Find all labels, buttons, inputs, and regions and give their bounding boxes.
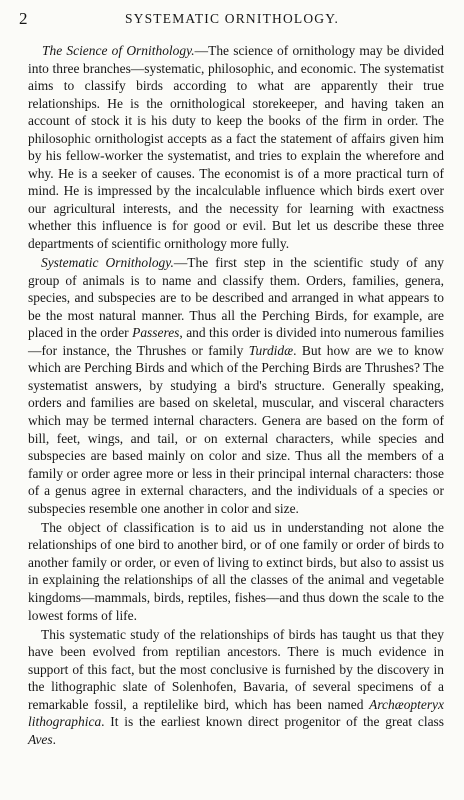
section-heading: Systematic Ornithology.	[41, 255, 174, 271]
page-number: 2	[19, 9, 28, 28]
text-run: . But how are we to know which are Perching Birds and which of the Perching Birds are Thrushes? The systematist answers, by studying a bird's structure. Generally speaking, orders and families are based on skeletal, muscular, and visceral characters which may be termed internal characters. Genera are based on the form of bill, feet, wings, and tail, or on external characters, while species and subspecies are based mainly on color and size. Thus all the members of a family or order agree more or less in their principal internal characters: those of a genus agree in external characters, and the individuals of a species or subspecies resemble one another in color and size.	[28, 342, 444, 516]
text-run: —The science of ornithology may be divided into three branches—systematic, philosophic, and economic. The systematist aims to classify birds according to what are apparently their true relationships. He is the ornithological storekeeper, and having taken an account of stock it is his duty to keep the books of the firm in order. The philosophic ornithologist accepts as a fact the statement of affairs given him by his fellow-worker the systematist, and tries to explain the wherefore and why. He is a seeker of causes. The economist is of a more practical turn of mind. He is impressed by the incalculable influence which birds exert over our agricultural interests, and the necessity for learning with exactness whether this influence is for good or evil. But let us describe these three departments of scientific ornithology more fully.	[28, 43, 444, 252]
body-text	[28, 42, 444, 750]
paragraph-reptilian-ancestors	[28, 626, 444, 749]
taxon-name: Archæopteryx lithographica	[28, 696, 444, 730]
text-run: This systematic study of the relationships of birds has taught us that they have been evolved from reptilian ancestors. There is much evidence in support of this fact, but the most conclusive is furnished by the discovery in the lithographic slate of Solenhofen, Bavaria, of several specimens of a remarkable fossil, a reptilelike bird, which has been named	[28, 626, 444, 712]
taxon-name: Passeres	[132, 325, 180, 341]
text-run: The object of classification is to aid us in understanding not alone the relationships of one bird to another bird, or of one family or order of birds to another family or order, or even of living to extinct birds, but also to assist us in explaining the relationships of all the classes of the animal and vegetable kingdoms—mammals, birds, reptiles, fishes—and thus down the scale to the lowest forms of life.	[28, 519, 444, 623]
page-header	[0, 9, 464, 29]
taxon-name: Aves	[28, 731, 53, 747]
taxon-name: Turdidæ	[248, 342, 294, 358]
text-run: .	[52, 731, 56, 747]
running-title: SYSTEMATIC ORNITHOLOGY.	[124, 11, 340, 26]
paragraph-systematic-ornithology	[28, 254, 444, 517]
paragraph-science-of-ornithology	[28, 42, 444, 253]
text-run: , and this order is divided into numerous families—for instance, the Thrushes or family	[28, 325, 444, 358]
text-run: . It is the earliest known direct progenitor of the great class	[101, 714, 444, 730]
text-run: —The first step in the scientific study of any group of animals is to name and classify them. Orders, families, genera, species, and subspecies are to be described and arranged in what appears to be the most natural manner. Thus all the Perching Birds, for example, are placed in the order	[28, 255, 444, 341]
paragraph-object-of-classification	[28, 519, 444, 624]
section-heading: The Science of Ornithology.	[42, 43, 195, 58]
